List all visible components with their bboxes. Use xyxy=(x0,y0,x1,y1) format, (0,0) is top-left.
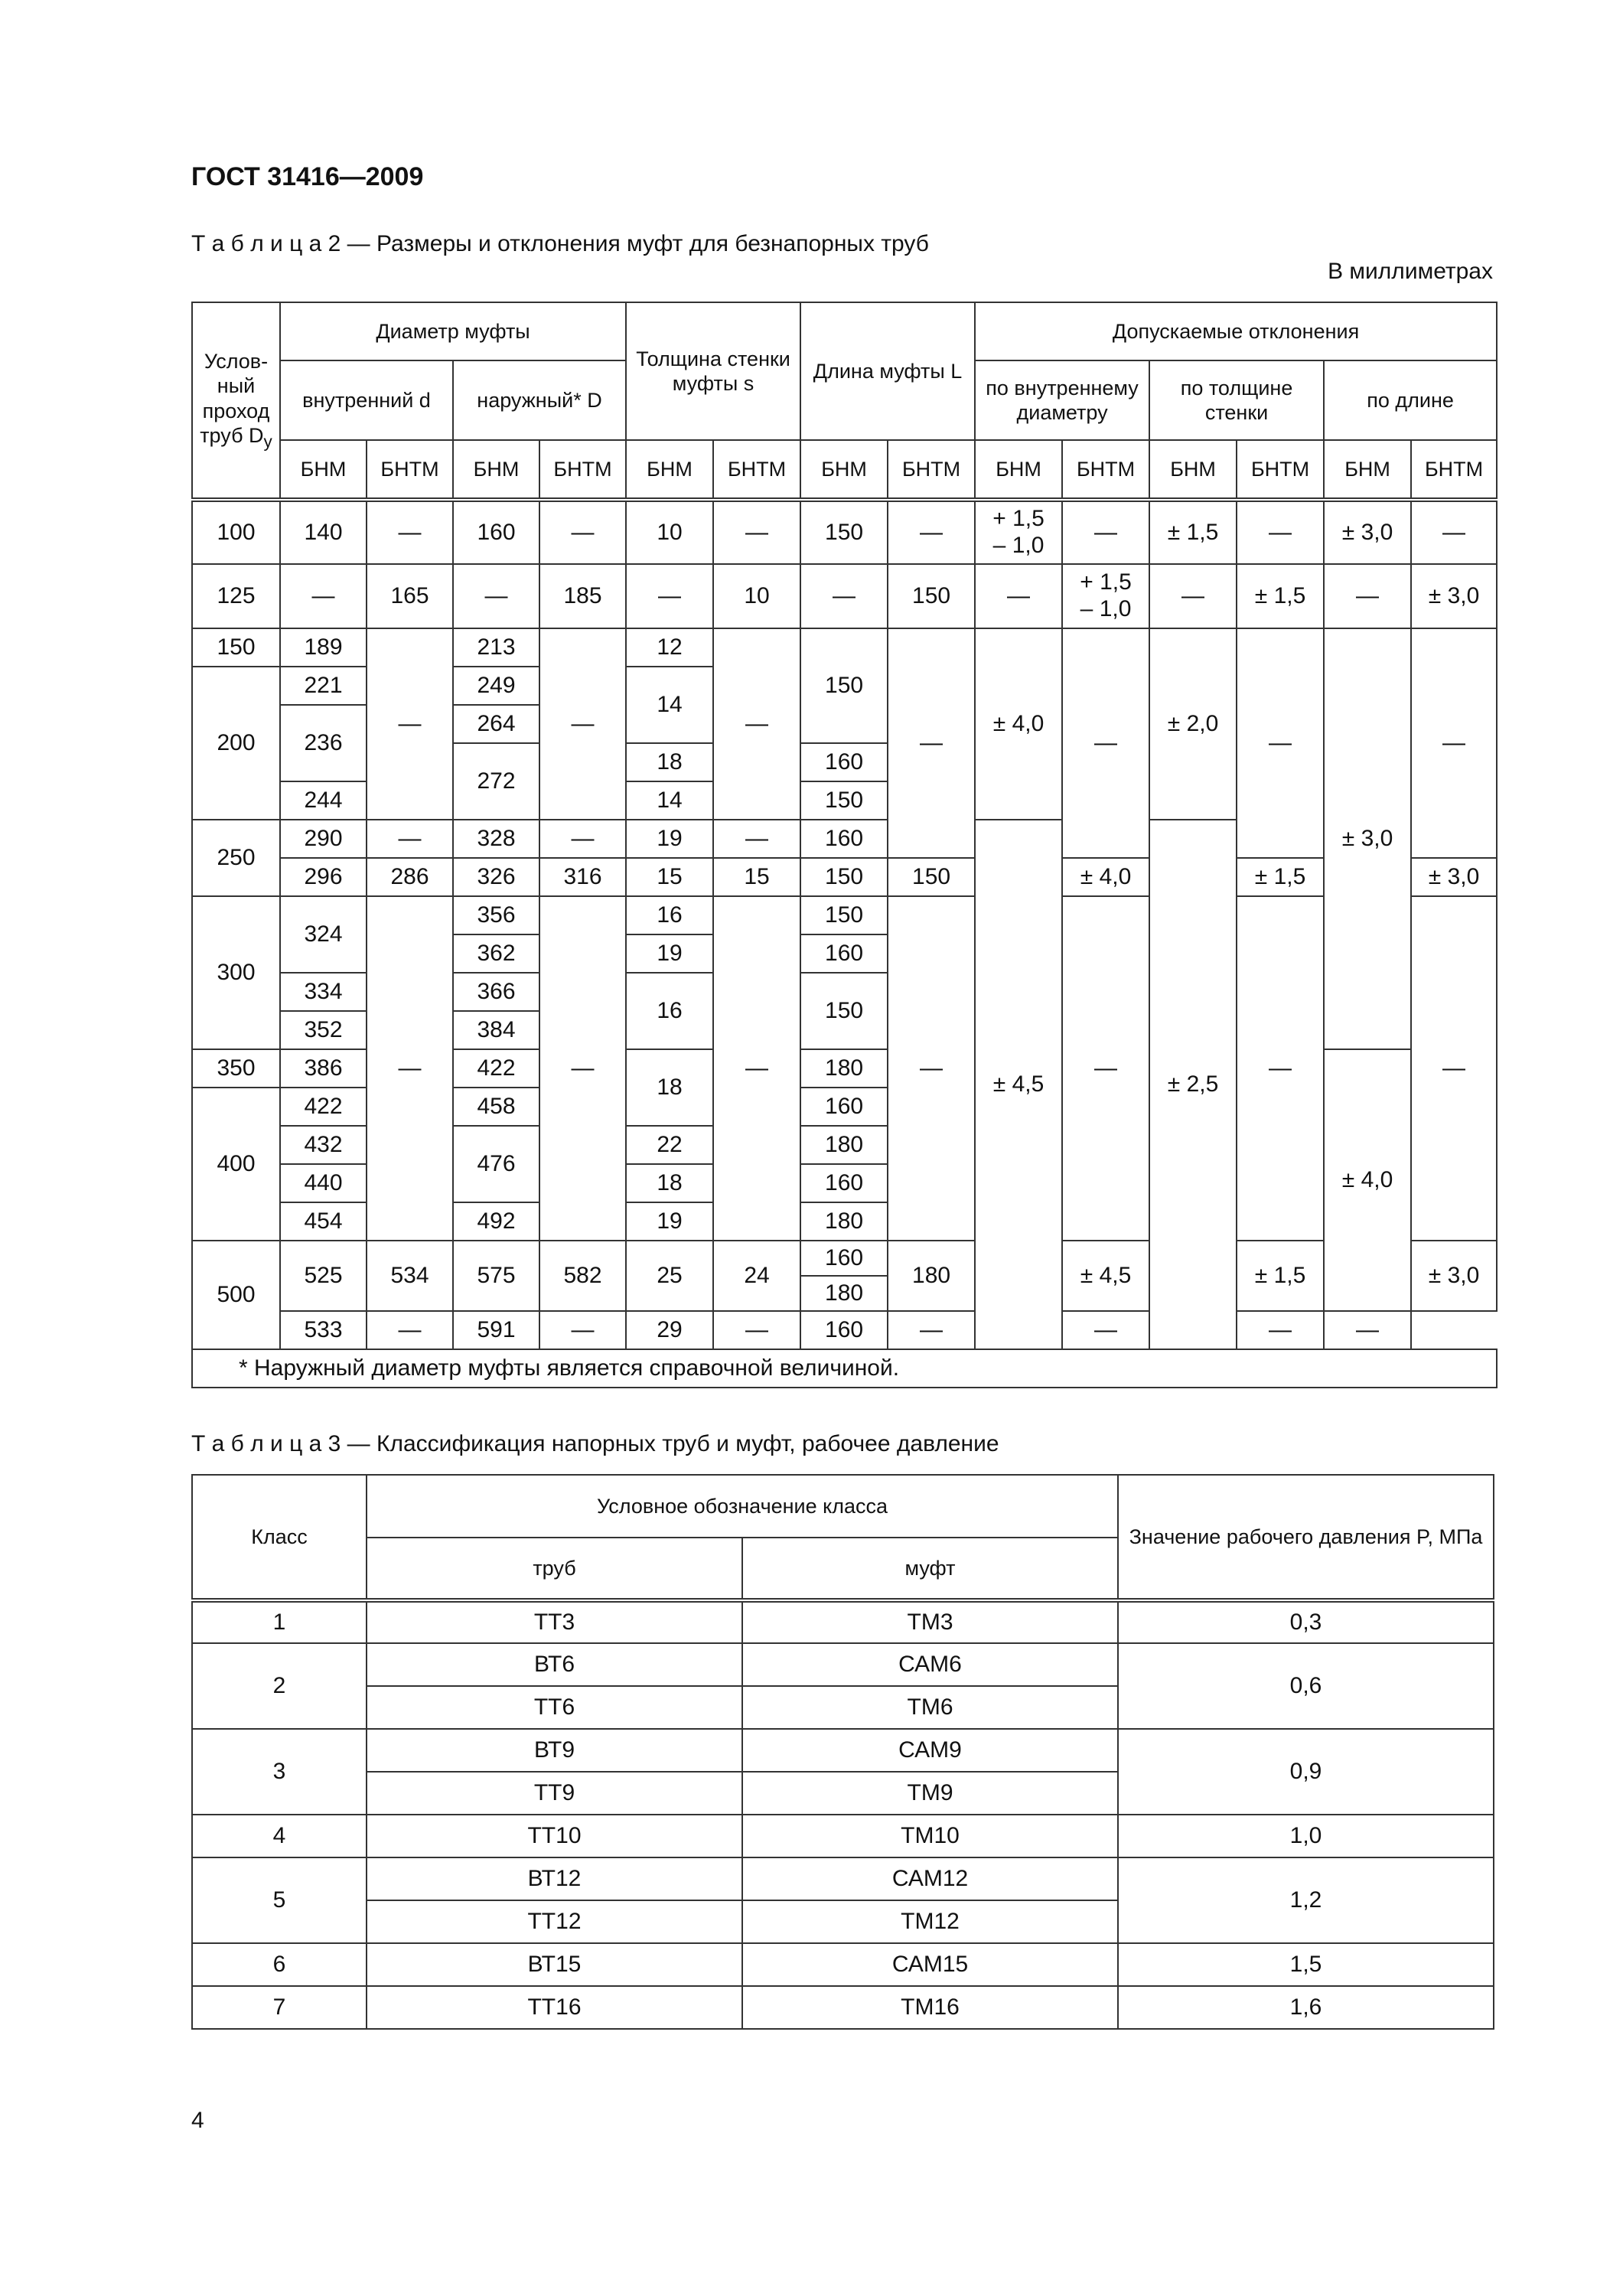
header-bntm: БНТМ xyxy=(713,440,800,500)
cell-class: 2 xyxy=(192,1643,367,1729)
header-designation: Условное обозначение класса xyxy=(367,1475,1118,1538)
header-diameter: Диаметр муфты xyxy=(280,302,626,360)
cell: ± 1,5 xyxy=(1149,500,1237,564)
cell: 244 xyxy=(280,781,367,820)
cell: 12 xyxy=(626,628,713,667)
cell: — xyxy=(367,1311,453,1349)
cell: 18 xyxy=(626,1164,713,1202)
cell: 19 xyxy=(626,820,713,858)
cell: — xyxy=(367,820,453,858)
table-row xyxy=(192,1311,1497,1349)
cell-class: 4 xyxy=(192,1815,367,1857)
cell: 19 xyxy=(626,1202,713,1241)
header-bntm: БНТМ xyxy=(367,440,453,500)
cell: 362 xyxy=(453,934,539,973)
cell: 14 xyxy=(626,781,713,820)
cell-pipe: ВТ15 xyxy=(367,1943,742,1986)
header-class: Класс xyxy=(192,1475,367,1600)
header-thickness: Толщина стенки муфты s xyxy=(626,302,800,440)
header-nominal-bore: Услов-ный проход труб $D_у$ xyxy=(192,302,280,500)
header-bntm: БНТМ xyxy=(1237,440,1324,500)
cell: 384 xyxy=(453,1011,539,1049)
table3-pressure-classes xyxy=(191,1474,1494,2030)
cell: 24 xyxy=(713,1241,800,1311)
cell: 150 xyxy=(800,973,888,1049)
cell-pressure: 0,9 xyxy=(1118,1729,1494,1815)
cell: 160 xyxy=(800,934,888,973)
cell: 422 xyxy=(453,1049,539,1088)
cell-dy: 150 xyxy=(192,628,280,667)
cell-pipe: ВТ6 xyxy=(367,1643,742,1686)
cell: 591 xyxy=(453,1311,539,1349)
cell: — xyxy=(1237,896,1324,1241)
cell: ± 1,5 xyxy=(1237,564,1324,628)
cell: 150 xyxy=(800,781,888,820)
cell-coupling: САМ15 xyxy=(742,1943,1118,1986)
cell: ± 3,0 xyxy=(1411,1241,1497,1311)
cell: — xyxy=(1324,564,1411,628)
cell: ± 3,0 xyxy=(1411,564,1497,628)
header-pressure: Значение рабочего давления P, МПа xyxy=(1118,1475,1494,1600)
header-bnm: БНМ xyxy=(975,440,1062,500)
cell: — xyxy=(1237,1311,1324,1349)
cell: — xyxy=(888,1311,975,1349)
cell: 160 xyxy=(800,1241,888,1276)
cell: 16 xyxy=(626,896,713,934)
cell: — xyxy=(539,500,626,564)
cell: 25 xyxy=(626,1241,713,1311)
cell: 221 xyxy=(280,667,367,705)
cell: — xyxy=(888,628,975,858)
cell: — xyxy=(1411,896,1497,1241)
cell: 185 xyxy=(539,564,626,628)
cell-dy: 500 xyxy=(192,1241,280,1349)
cell: 582 xyxy=(539,1241,626,1311)
table-row xyxy=(192,1986,1494,2029)
cell: 180 xyxy=(800,1126,888,1164)
cell-coupling: ТМ3 xyxy=(742,1600,1118,1643)
cell-coupling: САМ6 xyxy=(742,1643,1118,1686)
cell-pressure: 1,5 xyxy=(1118,1943,1494,1986)
cell: 160 xyxy=(800,1164,888,1202)
cell: 22 xyxy=(626,1126,713,1164)
cell: — xyxy=(1062,1311,1149,1349)
cell: 386 xyxy=(280,1049,367,1088)
header-tol-thickness: по толщине стенки xyxy=(1149,360,1324,440)
cell: 440 xyxy=(280,1164,367,1202)
header-length: Длина муфты L xyxy=(800,302,975,440)
cell: 150 xyxy=(888,564,975,628)
cell: 29 xyxy=(626,1311,713,1349)
cell: 236 xyxy=(280,705,367,781)
cell: — xyxy=(713,896,800,1241)
cell-dy: 100 xyxy=(192,500,280,564)
cell: ± 3,0 xyxy=(1411,858,1497,896)
cell: — xyxy=(1062,500,1149,564)
cell: — xyxy=(1149,564,1237,628)
cell: ± 2,5 xyxy=(1149,820,1237,1349)
cell: 454 xyxy=(280,1202,367,1241)
cell: 422 xyxy=(280,1088,367,1126)
cell-pipe: ТТ16 xyxy=(367,1986,742,2029)
table-note-row xyxy=(192,1349,1497,1388)
cell: ± 1,5 xyxy=(1237,858,1324,896)
cell: — xyxy=(713,500,800,564)
cell: — xyxy=(453,564,539,628)
cell-class: 7 xyxy=(192,1986,367,2029)
cell-coupling: ТМ16 xyxy=(742,1986,1118,2029)
cell-pressure: 1,0 xyxy=(1118,1815,1494,1857)
header-bnm: БНМ xyxy=(280,440,367,500)
cell: 10 xyxy=(713,564,800,628)
cell: 432 xyxy=(280,1126,367,1164)
cell: — xyxy=(539,896,626,1241)
cell: — xyxy=(888,500,975,564)
cell-pipe: ВТ12 xyxy=(367,1857,742,1900)
cell-coupling: ТМ12 xyxy=(742,1900,1118,1943)
cell: — xyxy=(975,564,1062,628)
cell: 366 xyxy=(453,973,539,1011)
cell: — xyxy=(1062,896,1149,1241)
cell: ± 4,0 xyxy=(1062,858,1149,896)
cell-pressure: 1,6 xyxy=(1118,1986,1494,2029)
cell: 18 xyxy=(626,1049,713,1126)
table2-caption: Т а б л и ц а 2 — Размеры и отклонения муфт для безнапорных труб xyxy=(191,231,929,256)
cell: 296 xyxy=(280,858,367,896)
cell: 16 xyxy=(626,973,713,1049)
cell: — xyxy=(1324,1311,1411,1349)
cell: 326 xyxy=(453,858,539,896)
table2-units: В миллиметрах xyxy=(1328,259,1493,284)
table-row xyxy=(192,500,1497,564)
cell: — xyxy=(367,500,453,564)
cell: 356 xyxy=(453,896,539,934)
cell-pressure: 0,6 xyxy=(1118,1643,1494,1729)
cell: 290 xyxy=(280,820,367,858)
header-bntm: БНТМ xyxy=(539,440,626,500)
cell: 160 xyxy=(453,500,539,564)
table-row xyxy=(192,1943,1494,1986)
table-row xyxy=(192,628,1497,667)
cell-pressure: 0,3 xyxy=(1118,1600,1494,1643)
cell-pipe: ТТ12 xyxy=(367,1900,742,1943)
header-bnm: БНМ xyxy=(1324,440,1411,500)
cell: ± 2,0 xyxy=(1149,628,1237,820)
cell: 180 xyxy=(800,1276,888,1311)
header-couplings: муфт xyxy=(742,1538,1118,1600)
cell: ± 4,0 xyxy=(975,628,1062,820)
cell: — xyxy=(888,896,975,1241)
cell: 272 xyxy=(453,743,539,820)
cell-dy: 250 xyxy=(192,820,280,896)
cell: 160 xyxy=(800,1088,888,1126)
cell-coupling: ТМ10 xyxy=(742,1815,1118,1857)
cell-coupling: ТМ6 xyxy=(742,1686,1118,1729)
cell-coupling: САМ9 xyxy=(742,1729,1118,1772)
cell: — xyxy=(1411,628,1497,858)
cell: 324 xyxy=(280,896,367,973)
document-standard-title: ГОСТ 31416—2009 xyxy=(191,162,424,191)
header-bnm: БНМ xyxy=(1149,440,1237,500)
cell: 352 xyxy=(280,1011,367,1049)
cell-dy: 350 xyxy=(192,1049,280,1088)
cell: 18 xyxy=(626,743,713,781)
cell-dy: 200 xyxy=(192,667,280,820)
table2-footnote: * Наружный диаметр муфты является справочной величиной. xyxy=(192,1349,1497,1388)
cell-class: 6 xyxy=(192,1943,367,1986)
header-outer-diameter: наружный* D xyxy=(453,360,626,440)
cell: — xyxy=(626,564,713,628)
table-row xyxy=(192,1643,1494,1686)
cell: 10 xyxy=(626,500,713,564)
cell: 160 xyxy=(800,743,888,781)
cell-pipe: ТТ6 xyxy=(367,1686,742,1729)
table-row xyxy=(192,1815,1494,1857)
cell: 249 xyxy=(453,667,539,705)
header-bntm: БНТМ xyxy=(1062,440,1149,500)
cell: 180 xyxy=(800,1049,888,1088)
header-bnm: БНМ xyxy=(800,440,888,500)
cell: — xyxy=(539,628,626,820)
cell: — xyxy=(800,564,888,628)
cell: — xyxy=(1411,500,1497,564)
cell: — xyxy=(280,564,367,628)
header-tol-inner: по внутреннему диаметру xyxy=(975,360,1149,440)
cell-tolerance: + 1,5 – 1,0 xyxy=(975,500,1062,564)
header-bntm: БНТМ xyxy=(888,440,975,500)
cell-class: 1 xyxy=(192,1600,367,1643)
cell: 140 xyxy=(280,500,367,564)
table-row xyxy=(192,1729,1494,1772)
cell-class: 3 xyxy=(192,1729,367,1815)
header-tol-length: по длине xyxy=(1324,360,1497,440)
cell: 316 xyxy=(539,858,626,896)
cell: 150 xyxy=(800,896,888,934)
table-row xyxy=(192,858,1497,896)
cell: 476 xyxy=(453,1126,539,1202)
cell: 575 xyxy=(453,1241,539,1311)
cell: — xyxy=(713,1311,800,1349)
cell: 15 xyxy=(626,858,713,896)
table-row xyxy=(192,896,1497,934)
cell: 150 xyxy=(800,628,888,743)
cell: 165 xyxy=(367,564,453,628)
table3-caption: Т а б л и ц а 3 — Классификация напорных труб и муфт, рабочее давление xyxy=(191,1431,999,1456)
header-bntm: БНТМ xyxy=(1411,440,1497,500)
cell: — xyxy=(367,628,453,820)
cell: 14 xyxy=(626,667,713,743)
cell: — xyxy=(539,1311,626,1349)
cell: — xyxy=(539,820,626,858)
page-number: 4 xyxy=(191,2108,204,2133)
cell: — xyxy=(713,820,800,858)
table-row xyxy=(192,564,1497,628)
header-bnm: БНМ xyxy=(626,440,713,500)
cell: 150 xyxy=(888,858,975,896)
cell: — xyxy=(367,896,453,1241)
cell: 533 xyxy=(280,1311,367,1349)
cell: 328 xyxy=(453,820,539,858)
cell: 189 xyxy=(280,628,367,667)
table-row xyxy=(192,1857,1494,1900)
cell: 492 xyxy=(453,1202,539,1241)
table2-coupling-dimensions xyxy=(191,302,1498,1388)
cell-tolerance: + 1,5 – 1,0 xyxy=(1062,564,1149,628)
cell: ± 4,0 xyxy=(1324,1049,1411,1311)
cell: ± 3,0 xyxy=(1324,500,1411,564)
cell: ± 4,5 xyxy=(1062,1241,1149,1311)
cell-dy: 125 xyxy=(192,564,280,628)
cell: 264 xyxy=(453,705,539,743)
cell: 180 xyxy=(800,1202,888,1241)
cell-pipe: ВТ9 xyxy=(367,1729,742,1772)
cell: 334 xyxy=(280,973,367,1011)
cell: 160 xyxy=(800,1311,888,1349)
cell: 534 xyxy=(367,1241,453,1311)
cell: — xyxy=(1062,628,1149,858)
table-row xyxy=(192,1600,1494,1643)
cell: ± 4,5 xyxy=(975,820,1062,1349)
cell-pipe: ТТ10 xyxy=(367,1815,742,1857)
cell-dy: 300 xyxy=(192,896,280,1049)
cell: 15 xyxy=(713,858,800,896)
cell-dy: 400 xyxy=(192,1088,280,1241)
cell: — xyxy=(713,628,800,820)
cell: 286 xyxy=(367,858,453,896)
header-tolerances: Допускаемые отклонения xyxy=(975,302,1497,360)
cell-pipe: ТТ3 xyxy=(367,1600,742,1643)
cell-class: 5 xyxy=(192,1857,367,1943)
cell: 150 xyxy=(800,500,888,564)
header-bnm: БНМ xyxy=(453,440,539,500)
header-pipes: труб xyxy=(367,1538,742,1600)
cell: 180 xyxy=(888,1241,975,1311)
cell: 458 xyxy=(453,1088,539,1126)
header-inner-diameter: внутренний d xyxy=(280,360,453,440)
cell: ± 3,0 xyxy=(1324,628,1411,1049)
cell: 19 xyxy=(626,934,713,973)
cell: 150 xyxy=(800,858,888,896)
cell-pipe: ТТ9 xyxy=(367,1772,742,1815)
cell: ± 1,5 xyxy=(1237,1241,1324,1311)
cell: 213 xyxy=(453,628,539,667)
cell: — xyxy=(1237,628,1324,858)
cell: — xyxy=(1237,500,1324,564)
cell-pressure: 1,2 xyxy=(1118,1857,1494,1943)
cell: 525 xyxy=(280,1241,367,1311)
cell-coupling: САМ12 xyxy=(742,1857,1118,1900)
table-row xyxy=(192,1241,1497,1276)
cell: 160 xyxy=(800,820,888,858)
cell-coupling: ТМ9 xyxy=(742,1772,1118,1815)
